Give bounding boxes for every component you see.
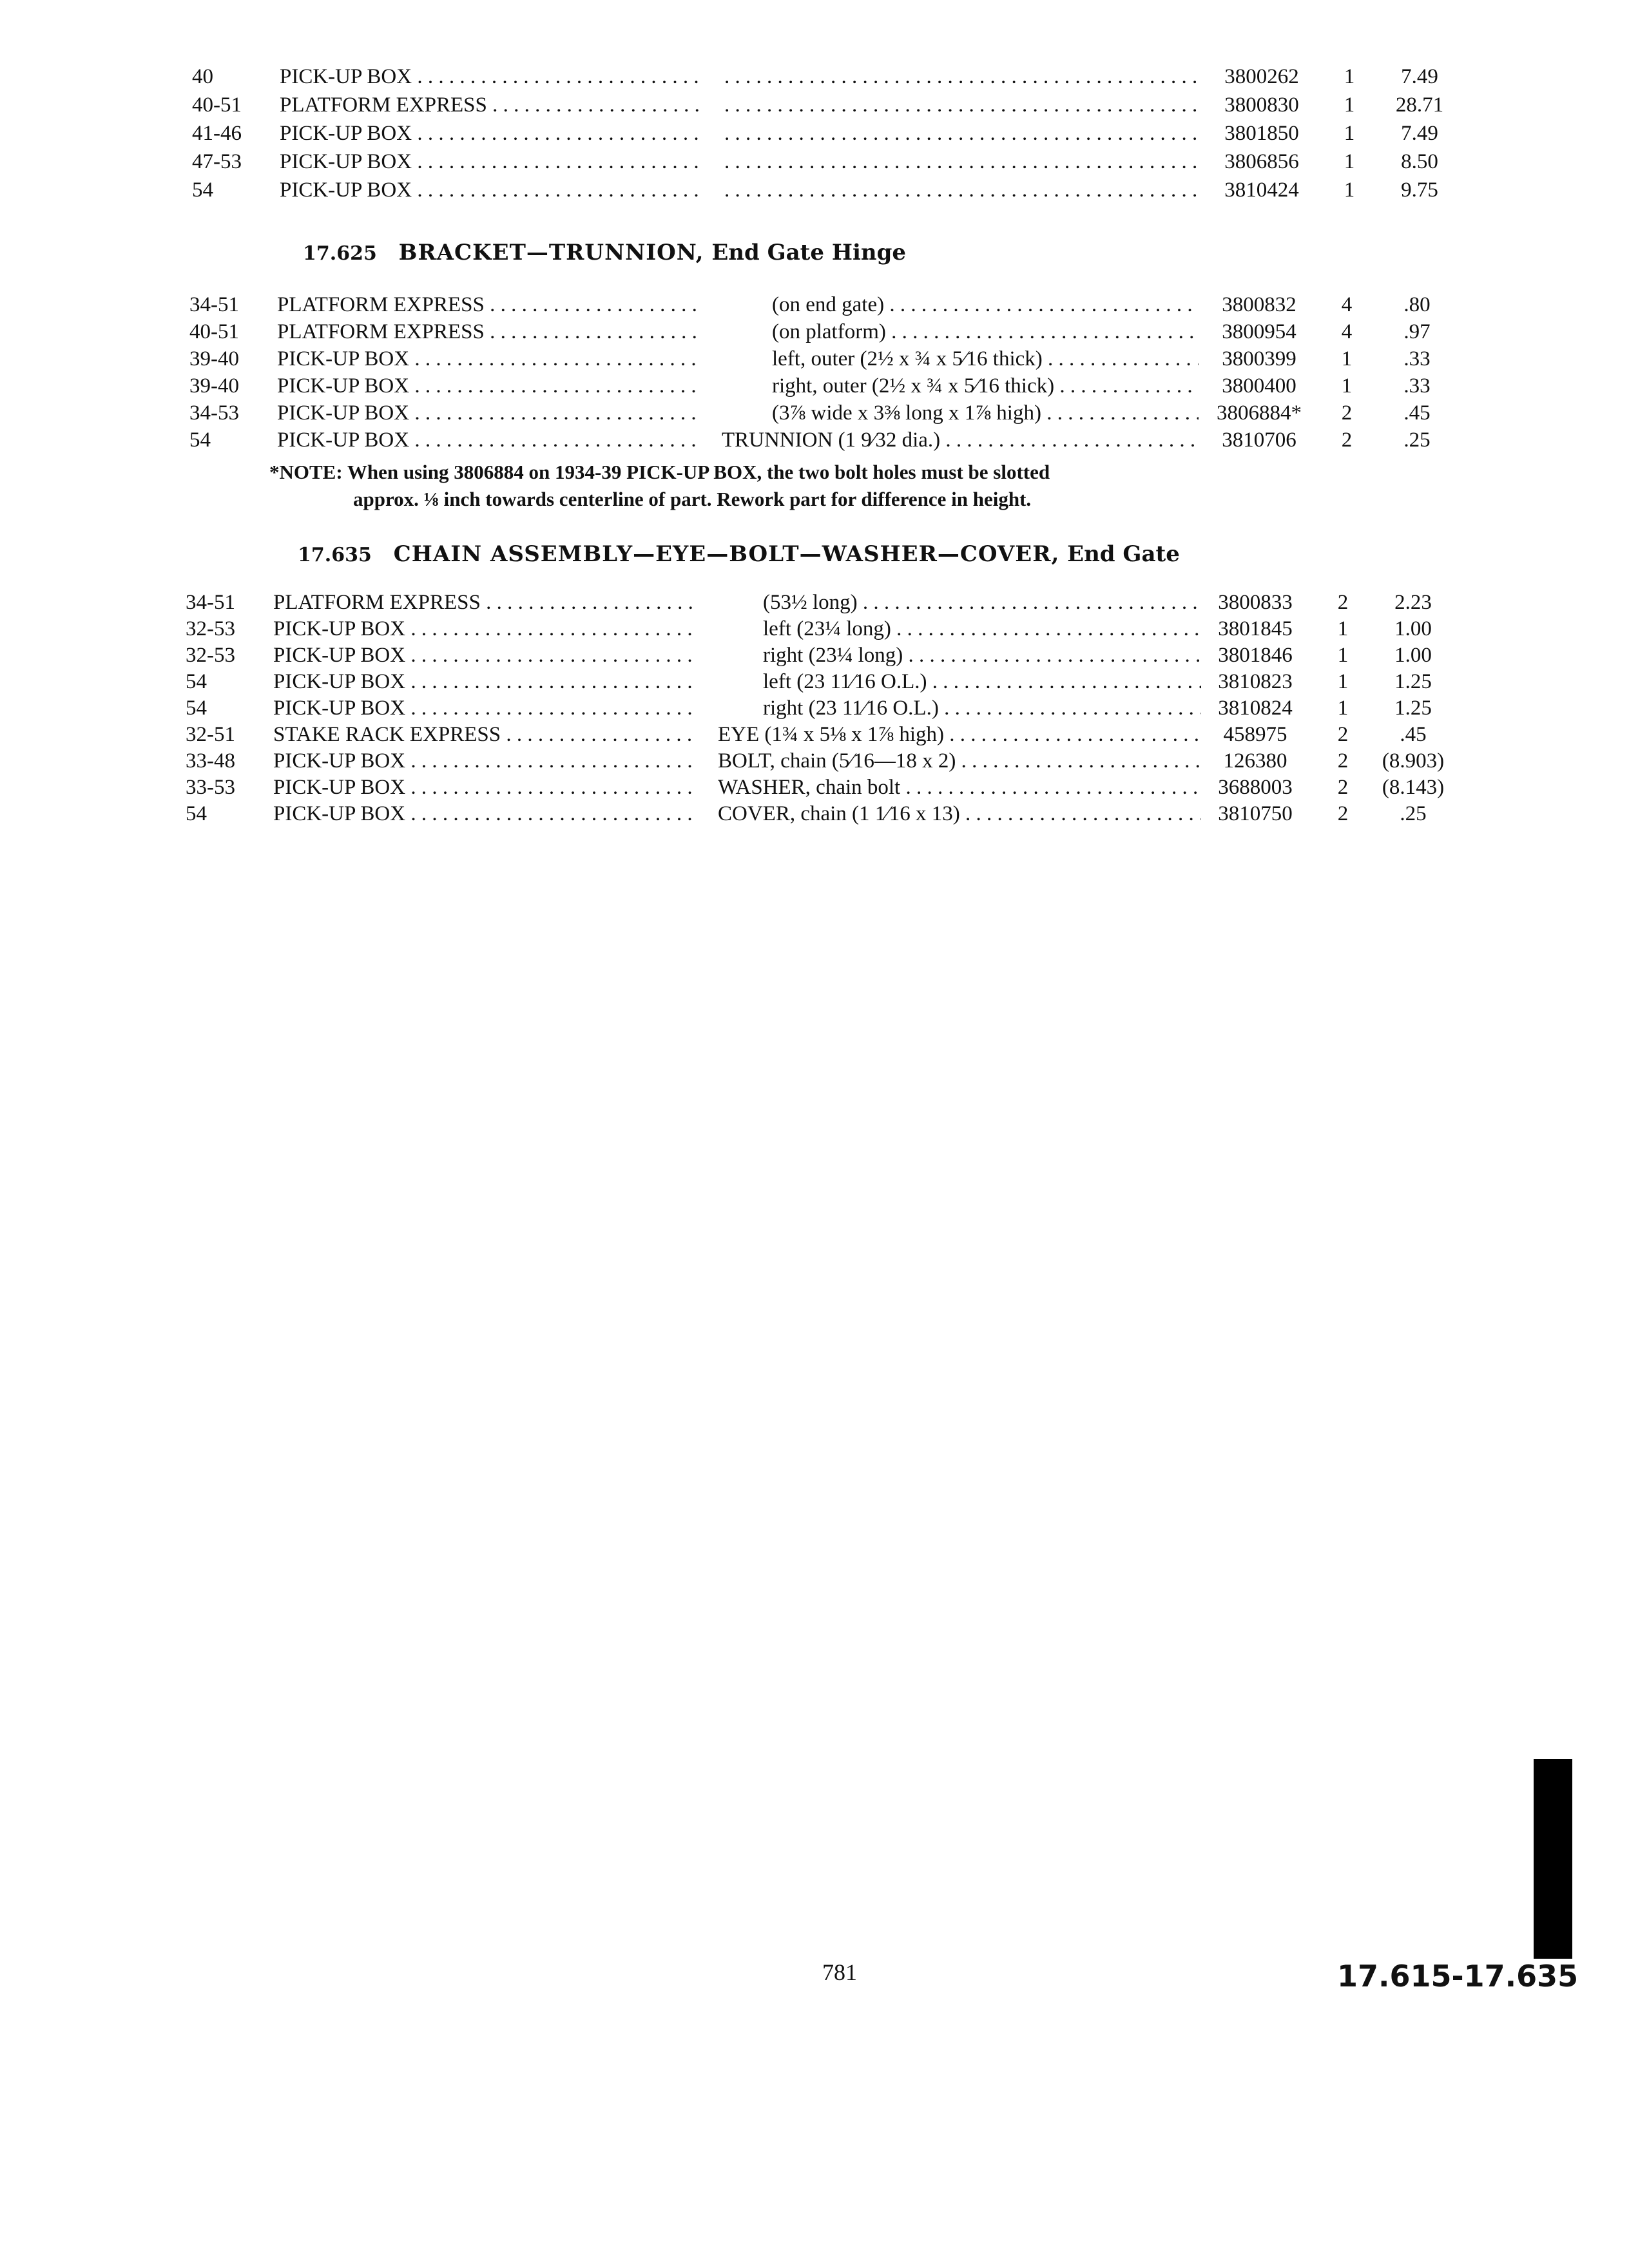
description	[724, 91, 1201, 119]
years: 47-53	[192, 150, 242, 173]
years: 40	[192, 65, 213, 88]
price: 1.00	[1394, 644, 1432, 667]
description: right (23¼ long) . . .	[763, 642, 1201, 669]
model: PICK-UP BOX . . .	[280, 148, 699, 175]
model: PLATFORM EXPRESS . . .	[273, 589, 692, 616]
model: PICK-UP BOX . . .	[280, 120, 699, 147]
section-title: BRACKET—TRUNNION,	[398, 240, 704, 265]
quantity: 2	[1341, 401, 1353, 425]
description	[724, 148, 1201, 175]
years: 33-53	[186, 776, 235, 799]
part-number: 3800399	[1222, 347, 1296, 370]
part-number: 3810706	[1222, 428, 1296, 452]
parts-row	[186, 695, 1461, 722]
part-number: 3810424	[1224, 178, 1299, 202]
model: PICK-UP BOX . . .	[277, 372, 696, 399]
part-number: 3800833	[1218, 591, 1293, 614]
years: 54	[186, 697, 207, 720]
part-number: 3800954	[1222, 320, 1296, 343]
quantity: 1	[1344, 150, 1355, 173]
parts-row	[186, 747, 1461, 774]
footnote-line-2: approx. ⅛ inch towards centerline of part. Rework part for difference in height.	[353, 488, 1032, 510]
part-number: 3806856	[1224, 150, 1299, 173]
price: .25	[1403, 428, 1431, 452]
model: PICK-UP BOX . . .	[273, 695, 692, 722]
part-number: 458975	[1223, 723, 1287, 746]
parts-row	[186, 800, 1461, 827]
model: PICK-UP BOX . . .	[273, 800, 692, 827]
quantity: 2	[1341, 428, 1353, 452]
model: PICK-UP BOX . . .	[273, 615, 692, 642]
parts-row	[189, 345, 1465, 372]
parts-row	[186, 668, 1461, 695]
parts-row	[186, 721, 1461, 748]
price: 8.50	[1401, 150, 1438, 173]
quantity: 1	[1344, 122, 1355, 145]
model: PICK-UP BOX . . .	[280, 177, 699, 204]
parts-row	[192, 91, 1468, 119]
description	[724, 177, 1201, 204]
section-heading-17-625	[303, 240, 906, 265]
years: 41-46	[192, 122, 242, 145]
years: 54	[186, 670, 207, 693]
parts-row	[186, 615, 1461, 642]
quantity: 1	[1337, 697, 1349, 720]
description: (3⅞ wide x 3⅜ long x 1⅞ high) . . .	[772, 399, 1199, 427]
description: right (23 11⁄16 O.L.) . . .	[763, 695, 1201, 722]
quantity: 2	[1337, 749, 1349, 773]
model: PICK-UP BOX . . .	[277, 399, 696, 427]
description: (on platform) . . .	[772, 318, 1199, 345]
price: 28.71	[1395, 93, 1444, 117]
part-number: 3810750	[1218, 802, 1293, 825]
model: PLATFORM EXPRESS . . .	[277, 318, 696, 345]
years: 34-53	[189, 401, 239, 425]
part-number: 3801845	[1218, 617, 1293, 640]
parts-row	[186, 589, 1461, 616]
part-number: 126380	[1223, 749, 1287, 773]
quantity: 4	[1341, 293, 1353, 316]
price: 2.23	[1394, 591, 1432, 614]
footnote	[269, 459, 1210, 513]
parts-row	[192, 63, 1468, 90]
part-number: 3801846	[1218, 644, 1293, 667]
quantity: 1	[1337, 617, 1349, 640]
years: 34-51	[186, 591, 235, 614]
years: 32-53	[186, 617, 235, 640]
part-number: 3688003	[1218, 776, 1293, 799]
footnote-line-1: *NOTE: When using 3806884 on 1934-39 PICK-UP BOX, the two bolt holes must be slotted	[269, 461, 1050, 483]
model: PLATFORM EXPRESS . . .	[280, 91, 699, 119]
quantity: 2	[1337, 802, 1349, 825]
model: PICK-UP BOX . . .	[277, 427, 696, 454]
price: (8.143)	[1382, 776, 1445, 799]
description: WASHER, chain bolt . . .	[718, 774, 1201, 801]
quantity: 1	[1341, 374, 1353, 398]
parts-row	[189, 318, 1465, 345]
parts-row	[189, 399, 1465, 427]
description	[724, 63, 1201, 90]
parts-row	[189, 372, 1465, 399]
section-number: 17.635	[298, 544, 372, 566]
parts-row	[192, 120, 1468, 147]
part-number: 3800262	[1224, 65, 1299, 88]
section-heading-17-635	[298, 541, 1180, 567]
part-number: 3800400	[1222, 374, 1296, 398]
price: .33	[1403, 374, 1431, 398]
price: .45	[1403, 401, 1431, 425]
description: left, outer (2½ x ¾ x 5⁄16 thick) . . .	[772, 345, 1199, 372]
parts-row	[192, 177, 1468, 204]
parts-row	[186, 774, 1461, 801]
section-range: 17.615-17.635	[1337, 1959, 1579, 1994]
price: .45	[1400, 723, 1427, 746]
model: PICK-UP BOX . . .	[273, 668, 692, 695]
price: 1.00	[1394, 617, 1432, 640]
part-number: 3801850	[1224, 122, 1299, 145]
years: 34-51	[189, 293, 239, 316]
description: left (23¼ long) . . .	[763, 615, 1201, 642]
price: .33	[1403, 347, 1431, 370]
description: left (23 11⁄16 O.L.) . . .	[763, 668, 1201, 695]
quantity: 2	[1337, 776, 1349, 799]
parts-row	[186, 642, 1461, 669]
part-number: 3810824	[1218, 697, 1293, 720]
section-title: CHAIN ASSEMBLY—EYE—BOLT—WASHER—COVER,	[393, 541, 1060, 567]
quantity: 1	[1344, 93, 1355, 117]
description: EYE (1¾ x 5⅛ x 1⅞ high) . . .	[718, 721, 1201, 748]
quantity: 4	[1341, 320, 1353, 343]
description: (on end gate) . . .	[772, 291, 1199, 318]
section-subtitle: End Gate Hinge	[711, 240, 906, 265]
part-number: 3806884*	[1217, 401, 1302, 425]
description	[724, 120, 1201, 147]
years: 32-51	[186, 723, 235, 746]
description: (53½ long) . . .	[763, 589, 1201, 616]
price: 1.25	[1394, 697, 1432, 720]
price: .80	[1403, 293, 1431, 316]
description: TRUNNION (1 9⁄32 dia.) . . .	[722, 427, 1199, 454]
description: BOLT, chain (5⁄16—18 x 2) . . .	[718, 747, 1201, 774]
parts-row	[189, 427, 1465, 454]
price: 9.75	[1401, 178, 1438, 202]
years: 39-40	[189, 347, 239, 370]
description: right, outer (2½ x ¾ x 5⁄16 thick) . . .	[772, 372, 1199, 399]
years: 32-53	[186, 644, 235, 667]
model: PICK-UP BOX . . .	[280, 63, 699, 90]
price: 1.25	[1394, 670, 1432, 693]
model: PICK-UP BOX . . .	[273, 774, 692, 801]
part-number: 3800832	[1222, 293, 1296, 316]
thumb-index-tab	[1534, 1759, 1572, 1959]
parts-row	[192, 148, 1468, 175]
model: PICK-UP BOX . . .	[273, 747, 692, 774]
years: 40-51	[189, 320, 239, 343]
quantity: 1	[1337, 644, 1349, 667]
model: STAKE RACK EXPRESS . . .	[273, 721, 692, 748]
quantity: 1	[1344, 178, 1355, 202]
model: PICK-UP BOX . . .	[277, 345, 696, 372]
years: 40-51	[192, 93, 242, 117]
price: .97	[1403, 320, 1431, 343]
quantity: 2	[1337, 591, 1349, 614]
quantity: 1	[1341, 347, 1353, 370]
price: 7.49	[1401, 65, 1438, 88]
years: 39-40	[189, 374, 239, 398]
part-number: 3810823	[1218, 670, 1293, 693]
price: (8.903)	[1382, 749, 1445, 773]
price: .25	[1400, 802, 1427, 825]
years: 33-48	[186, 749, 235, 773]
description: COVER, chain (1 1⁄16 x 13) . . .	[718, 800, 1201, 827]
section-number: 17.625	[303, 242, 377, 265]
model: PLATFORM EXPRESS . . .	[277, 291, 696, 318]
quantity: 1	[1344, 65, 1355, 88]
quantity: 2	[1337, 723, 1349, 746]
model: PICK-UP BOX . . .	[273, 642, 692, 669]
page-number: 781	[822, 1959, 857, 1985]
quantity: 1	[1337, 670, 1349, 693]
price: 7.49	[1401, 122, 1438, 145]
years: 54	[192, 178, 213, 202]
part-number: 3800830	[1224, 93, 1299, 117]
parts-row	[189, 291, 1465, 318]
years: 54	[186, 802, 207, 825]
section-subtitle: End Gate	[1067, 541, 1180, 567]
years: 54	[189, 428, 211, 452]
